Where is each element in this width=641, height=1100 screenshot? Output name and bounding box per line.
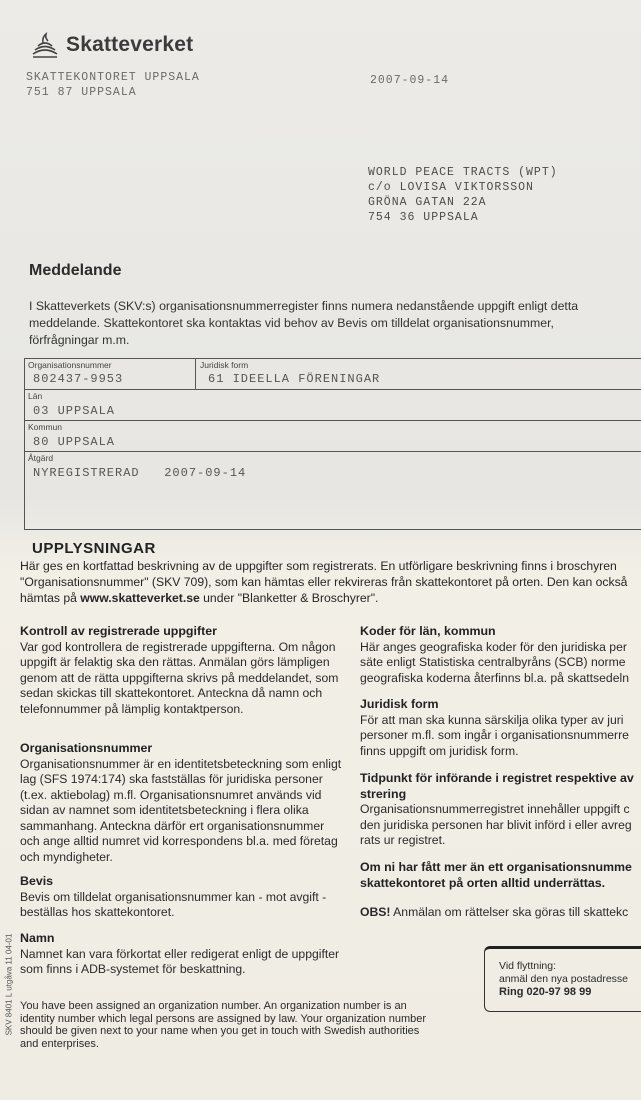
sender-office bbox=[26, 70, 200, 100]
atgard-value: NYREGISTRERAD 2007-09-14 bbox=[33, 466, 247, 480]
info-text bbox=[20, 558, 640, 606]
kommun-value: 80 UPPSALA bbox=[33, 435, 116, 449]
form-code-text: SKV 8401 L utgåva 11 04-01 bbox=[4, 933, 14, 1036]
skatteverket-crown-icon bbox=[30, 32, 60, 58]
recipient-line-4: 754 36 UPPSALA bbox=[368, 211, 479, 224]
section-juridisk bbox=[360, 697, 641, 759]
section-namn bbox=[20, 931, 345, 978]
koder-line-3: geografiska koderna återfinns bl.a. på skattsedeln bbox=[360, 670, 629, 685]
lan-label: Län bbox=[28, 391, 43, 401]
form-code-side bbox=[0, 930, 14, 1050]
english-note: You have been assigned an organization number. An organization number is an identity number which legal persons are assigned by law. Your organization number should be given next to your name when you get in touch with Swedish authorities and enterprises. bbox=[20, 1000, 427, 1050]
orgnr-value: 802437-9953 bbox=[33, 372, 124, 386]
kontroll-text: Var god kontrollera de registrerade uppgifterna. Om någon uppgift är felaktig ska den rättas. Anmälan görs lämpligen genom att de rätta uppgifterna skrivs på meddelandet, som sedan skickas till skattekontoret. Anteckna då namn och telefonnummer på lämplig kontaktperson. bbox=[20, 639, 339, 716]
recipient-line-1: WORLD PEACE TRACTS (WPT) bbox=[368, 166, 558, 179]
koder-line-1: Här anges geografiska koder för den juridiska per bbox=[360, 639, 627, 654]
juridisk-title: Juridisk form bbox=[360, 697, 439, 711]
kontroll-title: Kontroll av registrerade uppgifter bbox=[20, 624, 217, 638]
orgnr-label: Organisationsnummer bbox=[28, 360, 112, 370]
bevis-title: Bevis bbox=[20, 874, 54, 888]
multiple-orgnr-line-1: Om ni har fått mer än ett organisationsnumme bbox=[360, 860, 632, 874]
recipient-line-3: GRÖNA GATAN 22A bbox=[368, 196, 487, 209]
orgnr-text: Organisationsnummer är en identitetsbeteckning som enligt lag (SFS 1974:174) ska fastställas för juridiska personer (t.ex. aktiebolag) m.fl. Organisationsnumret används vid sidan av namnet som identitetsbeteckning i flera olika sammanhang. Anteckna därför ert organisationsnummer och ange alltid numret vid korrespondens bl.a. med företag och myndigheter. bbox=[20, 756, 342, 864]
koder-title: Koder för län, kommun bbox=[360, 624, 496, 638]
section-obs bbox=[360, 905, 641, 921]
multiple-orgnr-line-2: skattekontoret på orten alltid underrättas. bbox=[360, 875, 606, 890]
kommun-label: Kommun bbox=[28, 422, 63, 432]
registration-form bbox=[24, 358, 641, 530]
atgard-label: Åtgärd bbox=[28, 453, 54, 463]
juridisk-form-value: 61 IDEELLA FÖRENINGAR bbox=[208, 372, 381, 386]
brand-name: Skatteverket bbox=[66, 33, 194, 56]
info-text-part1: Här ges en kortfattad beskrivning av de uppgifter som registrerats. En utförligare beskrivning finns i broschyren "Organisationsnummer" (SKV 709), som kan hämtas eller rekvireras från skattekontoret på orten. Den kan också hämtas på bbox=[20, 559, 628, 605]
move-line-1: Vid flyttning: bbox=[499, 960, 557, 972]
letter-date: 2007-09-14 bbox=[370, 74, 450, 87]
tidpunkt-line-1: Organisationsnummerregistret innehåller uppgift c bbox=[360, 802, 630, 816]
section-kontroll bbox=[20, 624, 345, 717]
info-text-part2: under "Blanketter & Broschyrer". bbox=[199, 591, 379, 605]
recipient-address bbox=[368, 165, 558, 225]
section-orgnr bbox=[20, 741, 345, 865]
juridisk-line-3: finns uppgift om juridisk form. bbox=[360, 743, 519, 758]
move-phone: Ring 020-97 98 99 bbox=[499, 986, 592, 998]
office-postal: 751 87 UPPSALA bbox=[26, 86, 137, 99]
tidpunkt-title-1: Tidpunkt för införande i registret respektive av bbox=[360, 771, 634, 785]
tidpunkt-title-2: strering bbox=[360, 786, 407, 801]
section-tidpunkt bbox=[360, 771, 641, 849]
juridisk-line-2: personer m.fl. som ingår i organisationsnummerre bbox=[360, 728, 629, 742]
orgnr-title: Organisationsnummer bbox=[20, 741, 153, 755]
obs-text: Anmälan om rättelser ska göras till skattekc bbox=[390, 905, 629, 919]
juridisk-form-label: Juridisk form bbox=[200, 360, 249, 370]
move-line-2: anmäl den nya postadresse bbox=[499, 973, 628, 985]
recipient-line-2: c/o LOVISA VIKTORSSON bbox=[368, 181, 534, 194]
bevis-text: Bevis om tilldelat organisationsnummer kan - mot avgift - beställas hos skattekontoret. bbox=[20, 889, 327, 919]
juridisk-line-1: För att man ska kunna särskilja olika typer av juri bbox=[360, 712, 624, 727]
section-multiple-orgnr bbox=[360, 860, 641, 891]
lan-value: 03 UPPSALA bbox=[33, 404, 116, 418]
namn-text: Namnet kan vara förkortat eller redigerat enligt de uppgifter som finns i ADB-systemet för beskattning. bbox=[20, 946, 340, 976]
section-koder bbox=[360, 624, 641, 686]
move-notice-box bbox=[484, 946, 641, 1012]
koder-line-2: säte enligt Statistiska centralbyråns (SCB) norme bbox=[360, 655, 626, 669]
notice-intro: I Skatteverkets (SKV:s) organisationsnummerregister finns numera nedanstående uppgift enligt detta meddelande. Skattekontoret ska kontaktas vid behov av Bevis om tilldelat organisationsnummer, förfrågningar m.m. bbox=[29, 299, 579, 347]
section-bevis bbox=[20, 874, 345, 921]
tidpunkt-line-3: rats ur registret. bbox=[360, 833, 446, 847]
office-name: SKATTEKONTORET UPPSALA bbox=[26, 71, 200, 84]
tidpunkt-line-2: den juridiska personen har blivit införd i eller avreg bbox=[360, 817, 632, 832]
info-title: UPPLYSNINGAR bbox=[32, 540, 156, 557]
obs-label: OBS! bbox=[360, 905, 391, 919]
namn-title: Namn bbox=[20, 931, 55, 945]
notice-title: Meddelande bbox=[29, 262, 122, 279]
skatteverket-link[interactable]: www.skatteverket.se bbox=[80, 591, 200, 605]
logo bbox=[30, 32, 193, 58]
